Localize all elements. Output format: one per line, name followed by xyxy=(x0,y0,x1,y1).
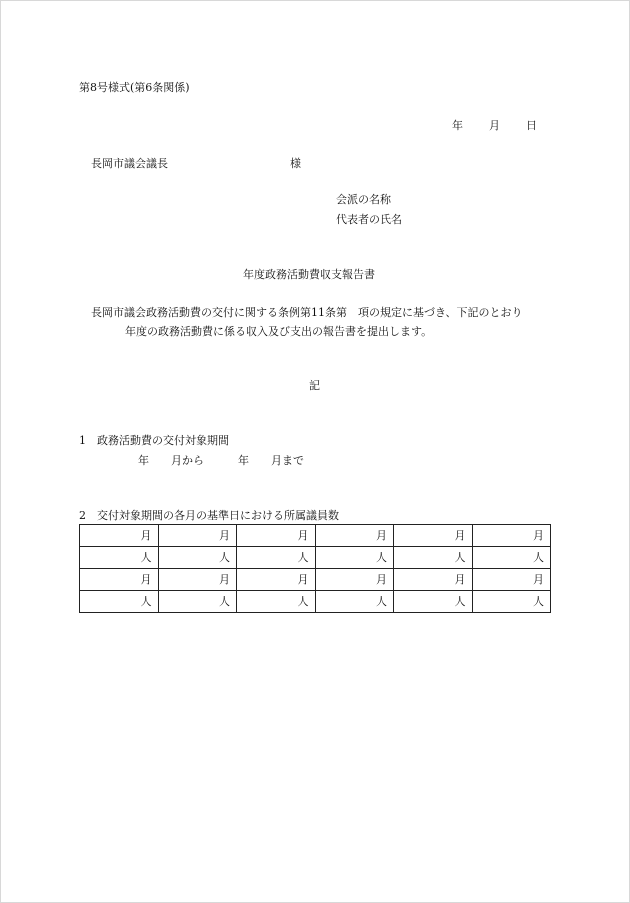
period-month-start: 月から xyxy=(171,454,204,467)
faction-name-label: 会派の名称 xyxy=(336,193,391,206)
period-year-start: 年 xyxy=(138,454,149,467)
month-cell: 月 xyxy=(472,525,551,547)
table-row xyxy=(80,547,551,569)
member-count-cell: 人 xyxy=(472,591,551,613)
date-month: 月 xyxy=(489,119,500,132)
addressee-honorific: 様 xyxy=(290,157,301,170)
table-row xyxy=(80,569,551,591)
month-cell: 月 xyxy=(315,569,394,591)
month-cell: 月 xyxy=(158,569,237,591)
month-cell: 月 xyxy=(237,569,316,591)
period-year-end: 年 xyxy=(238,454,249,467)
member-count-table xyxy=(79,524,551,613)
member-count-cell: 人 xyxy=(315,591,394,613)
member-count-cell: 人 xyxy=(158,547,237,569)
representative-label: 代表者の氏名 xyxy=(336,213,402,226)
month-cell: 月 xyxy=(80,569,159,591)
body-text-line2: 年度の政務活動費に係る収入及び支出の報告書を提出します。 xyxy=(125,325,433,338)
member-count-cell: 人 xyxy=(158,591,237,613)
month-cell: 月 xyxy=(315,525,394,547)
table-row xyxy=(80,525,551,547)
member-count-cell: 人 xyxy=(237,591,316,613)
section2-heading: 2 交付対象期間の各月の基準日における所属議員数 xyxy=(79,509,339,522)
addressee-title: 長岡市議会議長 xyxy=(91,157,168,170)
member-count-cell: 人 xyxy=(394,591,473,613)
member-count-cell: 人 xyxy=(80,547,159,569)
ki-marker: 記 xyxy=(309,379,320,392)
date-line xyxy=(452,119,537,132)
month-cell: 月 xyxy=(158,525,237,547)
member-count-cell: 人 xyxy=(472,547,551,569)
month-cell: 月 xyxy=(394,569,473,591)
section1-period xyxy=(138,454,304,467)
month-cell: 月 xyxy=(80,525,159,547)
month-cell: 月 xyxy=(394,525,473,547)
date-day: 日 xyxy=(526,119,537,132)
member-count-cell: 人 xyxy=(394,547,473,569)
date-year: 年 xyxy=(452,119,463,132)
month-cell: 月 xyxy=(472,569,551,591)
member-count-cell: 人 xyxy=(80,591,159,613)
form-label: 第8号様式(第6条関係) xyxy=(79,81,190,94)
document-title: 年度政務活動費収支報告書 xyxy=(243,268,375,281)
month-cell: 月 xyxy=(237,525,316,547)
member-count-cell: 人 xyxy=(237,547,316,569)
body-text-line1: 長岡市議会政務活動費の交付に関する条例第11条第 項の規定に基づき、下記のとおり xyxy=(91,306,523,319)
table-row xyxy=(80,591,551,613)
period-month-end: 月まで xyxy=(271,454,304,467)
section1-heading: 1 政務活動費の交付対象期間 xyxy=(79,434,229,447)
member-count-cell: 人 xyxy=(315,547,394,569)
